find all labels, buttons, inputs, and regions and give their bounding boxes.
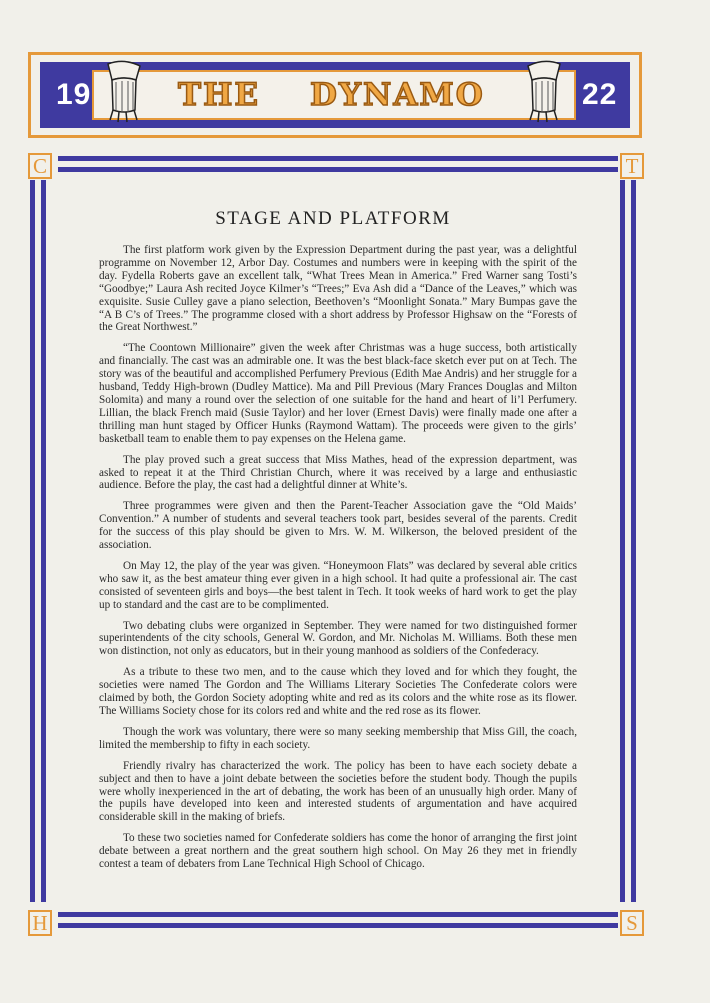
- article-paragraph: “The Coontown Millionaire” given the week after Christmas was a huge success, both artistically and financially. The cast was an admirable one. It was the best black-face sketch ever put on at Tech. The story was of the beautiful and accomplished Perfumery Previous (Edith Mae Andris) and her struggle for a husband, Teddy High-brown (Dudley Mattice). Ma and Pill Previous (Mary Frances Douglas and Milton Solomita) and many a round over the selection of one suitable for the hand and heart of li’l Perfumery. Lillian, the black French maid (Susie Taylor) and her lover (Ernest Davis) were finally made one after a thrilling man hunt staged by Officer Hunks (Raymond Wattam). The proceeds were given to the girls’ basketball team to enable them to pay expenses on the Helena game.: [99, 342, 577, 445]
- frame-right-rail-inner: [620, 180, 625, 902]
- tassel-icon: [102, 60, 146, 124]
- article-title: STAGE AND PLATFORM: [215, 208, 451, 229]
- frame-left-rail: [30, 180, 35, 902]
- frame-left-rail-inner: [41, 180, 46, 902]
- article-paragraph: As a tribute to these two men, and to the cause which they loved and for which they fought, the societies were named The Gordon and The Williams Literary Societies The Confederate colors were claimed by both, the Gordon Society adopting white and red as its colors and the white rose as its flower. The Williams Society chose for its colors red and white and the red rose as its flower.: [99, 666, 577, 717]
- article-paragraph: To these two societies named for Confederate soldiers has come the honor of arranging the first joint debate between a great northern and the great southern high school. On May 26 they met in friendly contest a team of debaters from Lane Technical High School of Chicago.: [99, 832, 577, 871]
- article-body: [99, 244, 577, 879]
- masthead-title-the: THE: [178, 77, 260, 113]
- corner-letter-bottom-right: S: [620, 910, 644, 936]
- article-paragraph: The first platform work given by the Expression Department during the past year, was a delightful programme on November 12, Arbor Day. Costumes and numbers were in keeping with the spirit of the day. Fydella Roberts gave an excellent talk, “What Trees Mean in America.” Fred Warner sang Tosti’s “Goodbye;” Laura Ash recited Joyce Kilmer’s “Trees;” Eva Ash did a “Dance of the Leaves,” which was exquisite. Susie Culley gave a piano selection, Beethoven’s “Moonlight Sonata.” Mary Bumpas gave the “A B C’s of Trees.” The programme closed with a short address by Professor Highsaw on the “Forests of the Great Northwest.”: [99, 244, 577, 334]
- frame-bottom-border: [58, 912, 618, 928]
- article-paragraph: Two debating clubs were organized in September. They were named for two distinguished former superintendents of the city schools, General W. Gordon, and Mr. Nicholas M. Williams. Both these men won distinction, not only as educators, but in their young manhood as soldiers of the Confederacy.: [99, 619, 577, 658]
- corner-letter-top-left: C: [28, 153, 52, 179]
- year-left: 19: [56, 78, 92, 111]
- article-paragraph: Friendly rivalry has characterized the work. The policy has been to have each society debate a subject and then to have a joint debate between the societies before the student body. Though the pupils were wholly inexperienced in the art of debating, the work has been of an unusually high order. Many of the pupils have developed into keen and interested students of argumentation and have acquired considerable skill in the making of briefs.: [99, 759, 577, 824]
- article-paragraph: Three programmes were given and then the Parent-Teacher Association gave the “Old Maids’ Convention.” A number of students and several teachers took part, besides several of the parents. Credit for the success of this play should be given to Mrs. W. M. Wilkerson, the beloved president of the association.: [99, 500, 577, 552]
- frame-right-rail: [631, 180, 636, 902]
- year-right: 22: [582, 78, 618, 111]
- article-paragraph: On May 12, the play of the year was given. “Honeymoon Flats” was declared by several able critics who saw it, as the best amateur thing ever given in a high school. It had quite a professional air. The cast consisted of seventeen girls and boys—the best talent in Tech. It took weeks of hard work to get the play up to standard and the cast are to be complimented.: [99, 559, 577, 611]
- corner-letter-top-right: T: [620, 153, 644, 179]
- corner-letter-bottom-left: H: [28, 910, 52, 936]
- article-paragraph: The play proved such a great success that Miss Mathes, head of the expression department, was asked to repeat it at the Third Christian Church, where it was received by a large and enthusiastic audience. Before the play, the cast had a delightful dinner at White’s.: [99, 453, 577, 492]
- frame-top-border: [58, 156, 618, 172]
- masthead-title-dynamo: DYNAMO: [310, 77, 485, 113]
- article-paragraph: Though the work was voluntary, there were so many seeking membership that Miss Gill, the coach, limited the membership to fifty in each society.: [99, 725, 577, 751]
- tassel-icon: [522, 60, 566, 124]
